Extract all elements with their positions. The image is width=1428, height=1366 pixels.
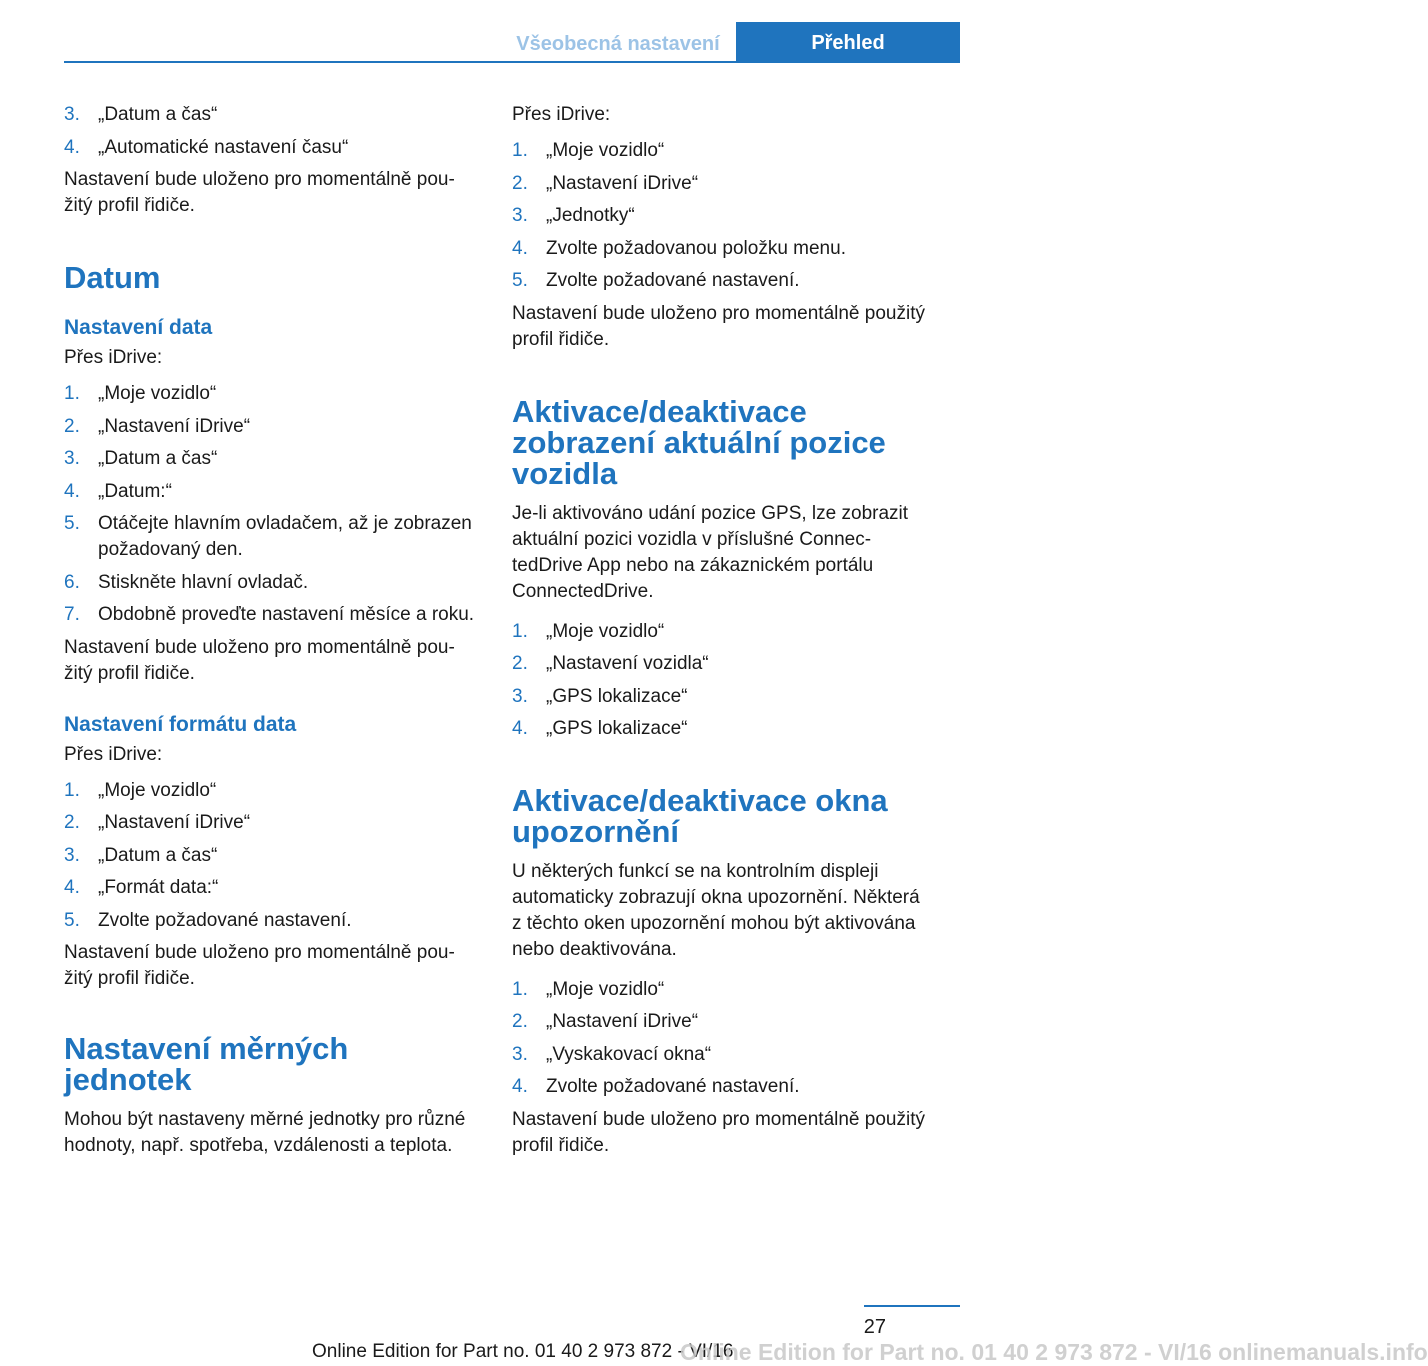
body-text: U některých funkcí se na kontrolním displeji automaticky zobrazují okna upozornění. Některá z těchto oken upozornění mohou být aktivována nebo deaktivována. [512, 860, 920, 960]
via-idrive-label: Přes iDrive: [64, 347, 163, 368]
list-item: 5. Zvolte požadované nastavení. [64, 909, 352, 931]
list-item: 1. „Moje vozidlo“ [512, 978, 665, 1000]
heading-date-format: Nastavení formátu data [64, 712, 297, 736]
list-item: 2. „Nastavení iDrive“ [512, 1011, 699, 1032]
list-item: 4. „Formát data:“ [64, 877, 219, 898]
note-text: Nastavení bude uloženo pro momentálně použitý profil řidiče. [512, 302, 925, 350]
heading-date: Datum [64, 260, 161, 295]
heading-popup: Aktivace/deaktivace okna upozornění [512, 782, 888, 849]
page-number: 27 [863, 1316, 886, 1338]
note-text: Nastavení bude uloženo pro momentálně použitý profil řidiče. [64, 942, 455, 989]
active-tab[interactable]: Přehled [736, 22, 960, 63]
note-text: Nastavení bude uloženo pro momentálně použitý profil řidiče. [64, 636, 455, 684]
body-text: Mohou být nastaveny měrné jednotky pro různé hodnoty, např. spotřeba, vzdálenosti a teplota. [64, 1109, 466, 1156]
list-item: 6. Stiskněte hlavní ovladač. [64, 571, 309, 593]
heading-gps: Aktivace/deaktivace zobrazení aktuální pozice vozidla [512, 393, 886, 491]
left-column [64, 102, 476, 1166]
list-item: 1. „Moje vozidlo“ [512, 620, 665, 642]
date-steps [64, 381, 476, 628]
format-steps [64, 778, 476, 934]
list-item: 4. Zvolte požadované nastavení. [512, 1076, 800, 1097]
list-item: 3. „Jednotky“ [512, 205, 635, 226]
list-item: 2. „Nastavení vozidla“ [512, 653, 709, 674]
list-item: 2. „Nastavení iDrive“ [512, 172, 699, 194]
right-column [512, 102, 926, 1166]
list-item: 4. „GPS lokalizace“ [512, 718, 688, 739]
footer-rule [864, 1305, 960, 1307]
list-item: 3. „Vyskakovací okna“ [512, 1043, 712, 1065]
heading-date-setting: Nastavení data [64, 316, 213, 339]
list-item: 1. „Moje vozidlo“ [512, 140, 665, 161]
heading-units: Nastavení měrných jednotek [64, 1031, 349, 1097]
list-item: 2. „Nastavení iDrive“ [64, 812, 251, 833]
via-idrive-label: Přes iDrive: [64, 743, 163, 765]
note-text: Nastavení bude uloženo pro momentálně použitý profil řidiče. [512, 1108, 925, 1156]
list-item: 5. Zvolte požadované nastavení. [512, 270, 800, 291]
list-item: 5. Otáčejte hlavním ovladačem, až je zobrazen požadovaný den. [64, 513, 472, 560]
popup-steps [512, 977, 926, 1101]
list-item: 3. „Datum a čas“ [64, 104, 218, 125]
watermark-text: Online Edition for Part no. 01 40 2 973 872 - VI/16 onlinemanuals.info [680, 1339, 1428, 1365]
note-text: Nastavení bude uloženo pro momentálně použitý profil řidiče. [64, 169, 455, 216]
list-item: 1. „Moje vozidlo“ [64, 779, 217, 801]
via-idrive-label: Přes iDrive: [512, 104, 611, 125]
intro-steps [64, 102, 476, 161]
units-steps [512, 138, 926, 294]
list-item: 2. „Nastavení iDrive“ [64, 415, 251, 437]
edition-text: Online Edition for Part no. 01 40 2 973 872 - VI/16 [312, 1341, 734, 1362]
list-item: 4. „Automatické nastavení času“ [64, 136, 349, 158]
list-item: 1. „Moje vozidlo“ [64, 383, 217, 404]
list-item: 4. „Datum:“ [64, 480, 172, 502]
list-item: 4. Zvolte požadovanou položku menu. [512, 237, 846, 259]
list-item: 3. „GPS lokalizace“ [512, 685, 688, 707]
list-item: 7. Obdobně proveďte nastavení měsíce a roku. [64, 604, 475, 625]
list-item: 3. „Datum a čas“ [64, 448, 218, 469]
section-tab[interactable]: Všeobecná nastavení [516, 33, 720, 55]
body-text: Je-li aktivováno udání pozice GPS, lze zobrazit aktuální pozici vozidla v příslušné ConnectedDrive App nebo na zákaznickém portálu ConnectedDrive. [512, 502, 909, 602]
gps-steps [512, 619, 926, 743]
list-item: 3. „Datum a čas“ [64, 844, 218, 866]
